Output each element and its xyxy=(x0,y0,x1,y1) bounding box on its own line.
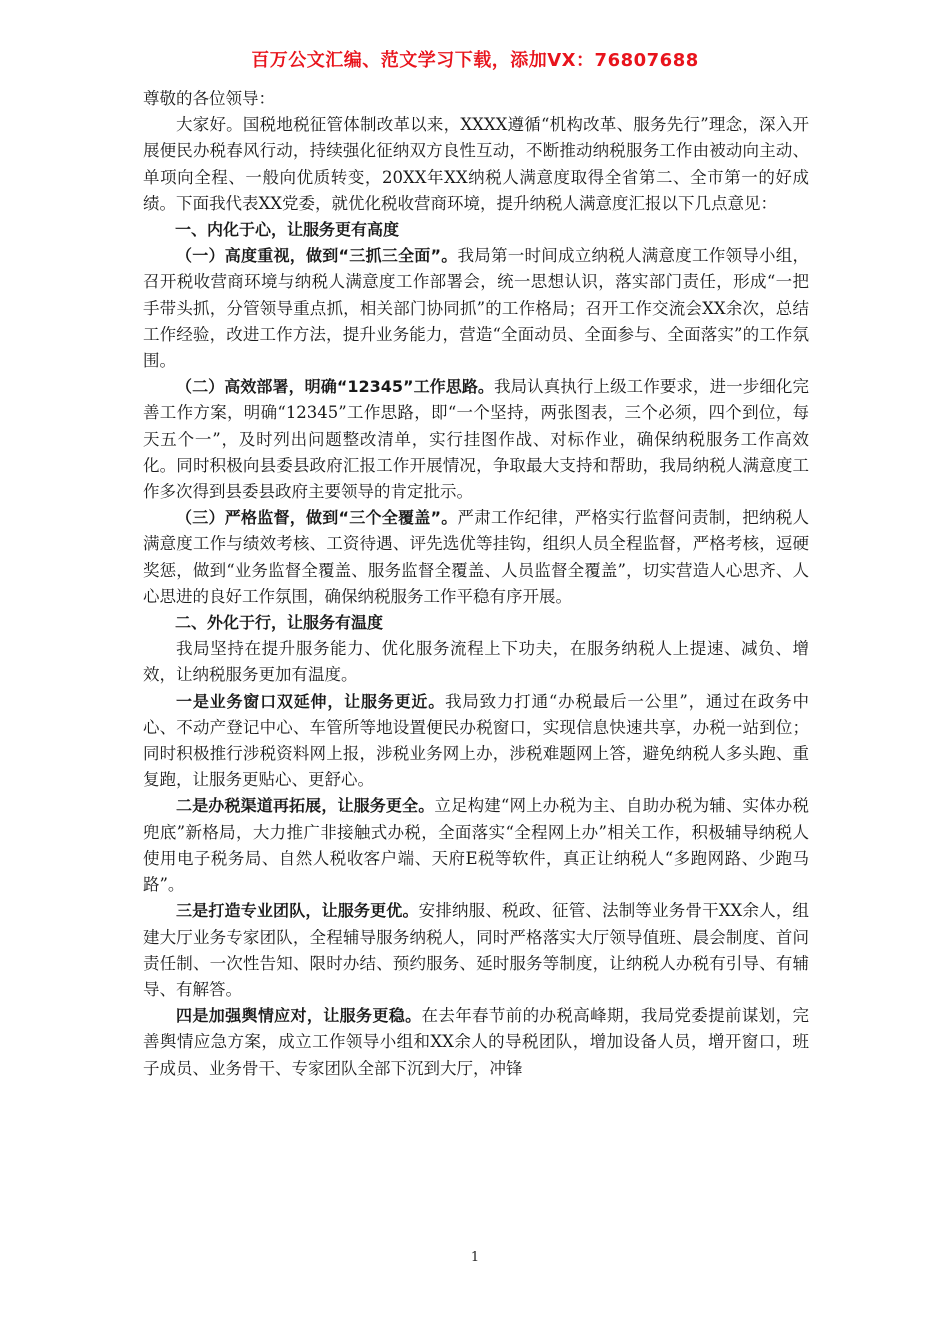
document-body xyxy=(143,86,809,1082)
section-1-paragraph-2 xyxy=(143,374,809,505)
section-2-paragraph-3 xyxy=(143,898,809,1003)
paragraph-lead: 四是加强舆情应对，让服务更稳。 xyxy=(176,1006,422,1026)
section-2-heading: 二、外化于行，让服务有温度 xyxy=(175,613,384,633)
section-2-paragraph-2 xyxy=(143,793,809,898)
paragraph-text: 我局第一时间成立纳税人满意度工作领导小组，召开税收营商环境与纳税人满意度工作部署会，统一思想认识，落实部门责任，形成“一把手带头抓，分管领导重点抓，相关部门协同抓”的工作格局；召开工作交流会XX余次，总结工作经验，改进工作方法，提升业务能力，营造“全面动员、全面参与、全面落实”的工作氛围。 xyxy=(143,246,809,371)
paragraph-lead: （二）高效部署，明确“12345”工作思路。 xyxy=(176,377,495,397)
page-number: 1 xyxy=(470,1250,480,1265)
paragraph-text: 在去年春节前的办税高峰期，我局党委提前谋划，完善舆情应急方案，成立工作领导小组和XX余人的导税团队，增加设备人员，增开窗口，班子成员、业务骨干、专家团队全部下沉到大厅，冲锋 xyxy=(143,1006,809,1078)
section-1-heading: 一、内化于心，让服务更有高度 xyxy=(175,220,400,240)
paragraph-lead: 三是打造专业团队，让服务更优。 xyxy=(176,901,419,921)
paragraph-lead: 二是办税渠道再拓展，让服务更全。 xyxy=(176,796,435,816)
section-2-paragraph-1 xyxy=(143,689,809,794)
paragraph-text: 严肃工作纪律，严格实行监督问责制，把纳税人满意度工作与绩效考核、工资待遇、评先选优等挂钩，组织人员全程监督，严格考核，逗硬奖惩，做到“业务监督全覆盖、服务监督全覆盖、人员监督全覆盖”，切实营造人心思齐、人心思进的良好工作氛围，确保纳税服务工作平稳有序开展。 xyxy=(143,508,809,606)
paragraph-text: 安排纳服、税政、征管、法制等业务骨干XX余人，组建大厅业务专家团队，全程辅导服务纳税人，同时严格落实大厅领导值班、晨会制度、首问责任制、一次性告知、限时办结、预约服务、延时服务等制度，让纳税人办税有引导、有辅导、有解答。 xyxy=(143,901,809,999)
paragraph-lead: 一是业务窗口双延伸，让服务更近。 xyxy=(176,691,446,711)
intro-paragraph: 大家好。国税地税征管体制改革以来，XXXX遵循“机构改革、服务先行”理念，深入开展便民办税春风行动，持续强化征纳双方良性互动，不断推动纳税服务工作由被动向主动、单项向全程、一般向优质转变，20XX年XX纳税人满意度取得全省第二、全市第一的好成绩。下面我代表XX党委，就优化税收营商环境，提升纳税人满意度汇报以下几点意见： xyxy=(143,115,809,213)
watermark-banner: 百万公文汇编、范文学习下载，添加VX：76807688 xyxy=(251,50,699,71)
paragraph-text: 我局致力打通“办税最后一公里”，通过在政务中心、不动产登记中心、车管所等地设置便民办税窗口，实现信息快速共享，办税一站到位；同时积极推行涉税资料网上报，涉税业务网上办，涉税难题网上答，避免纳税人多头跑、重复跑，让服务更贴心、更舒心。 xyxy=(143,691,809,790)
section-1-paragraph-3 xyxy=(143,505,809,610)
section-1-paragraph-1 xyxy=(143,243,809,374)
paragraph-text: 立足构建“网上办税为主、自助办税为辅、实体办税兜底”新格局，大力推广非接触式办税，全面落实“全程网上办”相关工作，积极辅导纳税人使用电子税务局、自然人税收客户端、天府E税等软件，真正让纳税人“多跑网路、少跑马路”。 xyxy=(143,796,809,895)
paragraph-text: 我局认真执行上级工作要求，进一步细化完善工作方案，明确“12345”工作思路，即“一个坚持，两张图表，三个必须，四个到位，每天五个一”，及时列出问题整改清单，实行挂图作战、对标作业，确保纳税服务工作高效化。同时积极向县委县政府汇报工作开展情况，争取最大支持和帮助，我局纳税人满意度工作多次得到县委县政府主要领导的肯定批示。 xyxy=(143,377,809,502)
paragraph-lead: （一）高度重视，做到“三抓三全面”。 xyxy=(176,246,458,266)
paragraph-lead: （三）严格监督，做到“三个全覆盖”。 xyxy=(176,508,458,528)
section-2-paragraph-4 xyxy=(143,1003,809,1082)
section-2-intro: 我局坚持在提升服务能力、优化服务流程上下功夫，在服务纳税人上提速、减负、增效，让纳税服务更加有温度。 xyxy=(143,639,809,685)
salutation: 尊敬的各位领导： xyxy=(143,89,275,108)
